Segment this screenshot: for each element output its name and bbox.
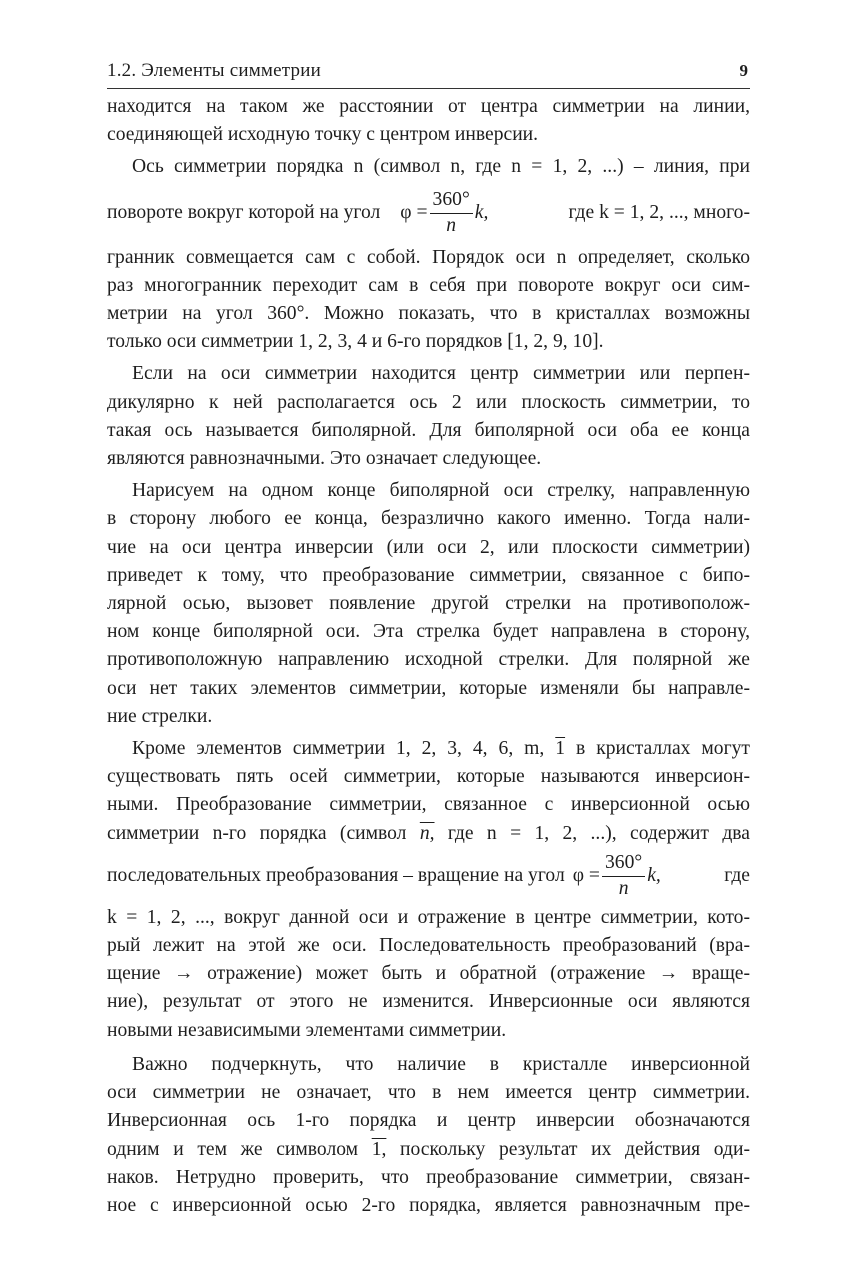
paragraph-inversion-axes <box>107 735 750 1045</box>
text-line: ное с инверсионной осью 2-го порядка, является равнозначным пре- <box>107 1194 750 1216</box>
text-segment: поскольку результат их действия оди- <box>400 1138 750 1160</box>
page-number: 9 <box>739 61 748 80</box>
text-segment: где n = 1, 2, ...), содержит два <box>447 822 750 844</box>
formula-lhs: φ = <box>572 864 600 886</box>
text-line: ние стрелки. <box>107 705 213 727</box>
text-line: Инверсионная ось 1-го порядка и центр инверсии обозначаются <box>107 1110 750 1132</box>
formula-k: k, <box>474 201 489 223</box>
fraction-numerator: 360° <box>602 850 645 877</box>
text-segment: где k = 1, 2, ..., много- <box>568 201 750 223</box>
text-line: оси симметрии не означает, что в нем имеется центр симметрии. <box>107 1082 750 1104</box>
text-line: гранник совмещается сам с собой. Порядок оси n определяет, сколько <box>107 246 750 268</box>
text-line: рый лежит на этой же оси. Последовательность преобразований (вра- <box>107 935 750 957</box>
fraction-numerator: 360° <box>430 187 473 214</box>
text-line <box>107 735 750 763</box>
text-segment: повороте вокруг которой на угол <box>107 201 381 223</box>
bar-n-symbol: n, <box>419 822 435 844</box>
formula <box>573 850 661 901</box>
formula <box>400 187 488 238</box>
fraction <box>602 850 645 901</box>
formula-k: k, <box>647 864 661 886</box>
text-segment: одним и тем же символом <box>107 1138 359 1160</box>
text-line: Если на оси симметрии находится центр симметрии или перпен- <box>132 363 750 385</box>
text-line: ние), результат от этого не изменится. Инверсионные оси являются <box>107 991 750 1013</box>
text-line: k = 1, 2, ..., вокруг данной оси и отражение в центре симметрии, кото- <box>107 906 750 928</box>
paragraph-inversion-center <box>107 1051 750 1220</box>
text-line: ном конце биполярной оси. Эта стрелка будет направлена в сторону, <box>107 621 750 643</box>
text-line <box>107 820 750 848</box>
paragraph-continuation <box>107 93 750 149</box>
text-line: метрии на угол 360°. Можно показать, что в кристаллах возможны <box>107 303 750 325</box>
fraction-denominator: n <box>446 215 457 237</box>
text-line: существовать пять осей симметрии, которые называются инверсион- <box>107 766 750 788</box>
fraction <box>430 187 473 238</box>
text-line: Важно подчеркнуть, что наличие в кристалле инверсионной <box>132 1053 750 1075</box>
formula-lhs: φ = <box>400 201 428 223</box>
text-line: лярной осью, вызовет появление другой стрелки на противополож- <box>107 593 750 615</box>
formula-line-inversion <box>107 848 750 904</box>
text-line: наков. Нетрудно проверить, что преобразование симметрии, связан- <box>107 1166 750 1188</box>
text-line: являются равнозначными. Это означает следующее. <box>107 448 542 470</box>
text-line: в сторону любого ее конца, безразлично какого именно. Тогда нали- <box>107 508 750 530</box>
bar-one-symbol: 1 <box>555 738 566 760</box>
text-line: только оси симметрии 1, 2, 3, 4 и 6-го порядков [1, 2, 9, 10]. <box>107 331 604 353</box>
text-segment: где <box>724 864 750 886</box>
text-line: ными. Преобразование симметрии, связанное с инверсионной осью <box>107 794 750 816</box>
book-page <box>107 60 750 1220</box>
fraction-denominator: n <box>618 878 629 900</box>
running-header <box>107 60 750 89</box>
text-segment: в кристаллах могут <box>576 738 750 760</box>
text-segment: симметрии n-го порядка (символ <box>107 822 407 844</box>
paragraph-bipolar-axis <box>107 360 750 473</box>
text-line: находится на таком же расстоянии от центра симметрии на линии, <box>107 96 750 117</box>
text-segment: последовательных преобразования – вращение на угол <box>107 864 565 886</box>
text-line: Ось симметрии порядка n (символ n, где n = 1, 2, ...) – линия, при <box>132 156 750 178</box>
text-line: Нарисуем на одном конце биполярной оси стрелку, направленную <box>132 480 750 502</box>
text-line: приведет к тому, что преобразование симметрии, связанное с бипо- <box>107 564 750 586</box>
formula-line-rotation <box>107 182 750 244</box>
text-segment: Кроме элементов симметрии 1, 2, 3, 4, 6, m, <box>132 738 545 760</box>
paragraph-symmetry-axis <box>107 153 750 356</box>
text-line: новыми независимыми элементами симметрии. <box>107 1019 507 1041</box>
text-line <box>107 1136 750 1164</box>
text-line: такая ось называется биполярной. Для биполярной оси оба ее конца <box>107 419 750 441</box>
text-line: дикулярно к ней располагается ось 2 или плоскость симметрии, то <box>107 391 750 413</box>
text-line: оси нет таких элементов симметрии, которые изменяли бы направле- <box>107 677 750 699</box>
text-line: чие на оси центра инверсии (или оси 2, или плоскости симметрии) <box>107 536 750 558</box>
text-line: щение → отражение) может быть и обратной (отражение → враще- <box>107 963 750 985</box>
text-line: раз многогранник переходит сам в себя при повороте вокруг оси сим- <box>107 274 750 296</box>
text-line: противоположную направлению исходной стрелки. Для полярной же <box>107 649 750 671</box>
bar-one-symbol: 1, <box>371 1138 387 1160</box>
section-title: 1.2. Элементы симметрии <box>107 60 321 81</box>
paragraph-arrow-example <box>107 477 750 731</box>
text-line: соединяющей исходную точку с центром инверсии. <box>107 124 539 146</box>
